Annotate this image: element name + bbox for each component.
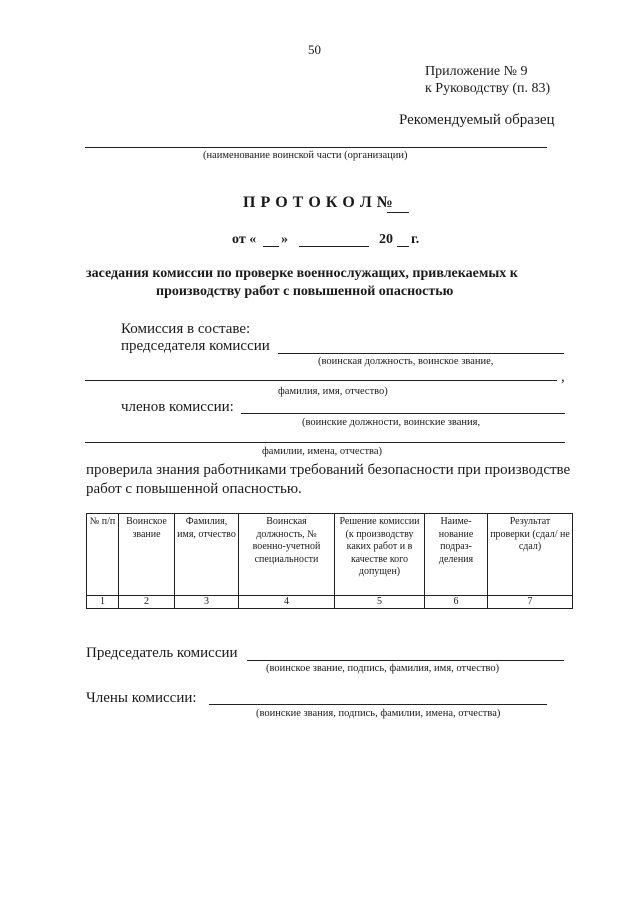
column-number-cell: 6 xyxy=(425,596,488,609)
members-names-hint: фамилии, имена, отчества) xyxy=(262,446,383,457)
appendix-reference: к Руководству (п. 83) xyxy=(425,81,551,96)
members-names-line xyxy=(85,442,565,443)
signature-chairman-label: Председатель комиссии xyxy=(86,645,238,661)
column-number-cell: 7 xyxy=(488,596,573,609)
column-number-cell: 1 xyxy=(87,596,119,609)
recommended-sample-label: Рекомендуемый образец xyxy=(399,112,555,128)
chairman-line xyxy=(278,353,564,354)
date-month-line xyxy=(299,246,369,247)
column-number-cell: 4 xyxy=(239,596,335,609)
chairman-label: председателя комиссии xyxy=(121,338,270,354)
protocol-number-line xyxy=(387,212,409,213)
header-cell-decision: Решение комиссии (к производству каких работ и в качестве кого допущен) xyxy=(335,514,425,596)
date-day-line xyxy=(263,246,279,247)
appendix-number: Приложение № 9 xyxy=(425,64,528,79)
checked-text-line-2: работ с повышенной опасностью. xyxy=(86,481,302,497)
header-cell-rank: Воинское звание xyxy=(119,514,175,596)
chairman-hint: (воинская должность, воинское звание, xyxy=(318,356,494,367)
page-number: 50 xyxy=(308,42,321,57)
chairman-name-line xyxy=(85,380,557,381)
chairman-name-comma: , xyxy=(561,369,565,385)
commission-intro: Комиссия в составе: xyxy=(121,321,251,337)
checked-text-line-1: проверила знания работниками требований безопасности при производстве xyxy=(86,462,571,478)
date-prefix: от « xyxy=(232,232,257,247)
members-hint: (воинские должности, воинские звания, xyxy=(302,417,481,428)
signature-members-line xyxy=(209,704,547,705)
signature-members-label: Члены комиссии: xyxy=(86,690,197,706)
protocol-title: П Р О Т О К О Л № xyxy=(243,194,394,211)
org-name-hint: (наименование воинской части (организации) xyxy=(203,150,408,161)
column-number-cell: 2 xyxy=(119,596,175,609)
date-year-prefix: 20 xyxy=(379,232,393,247)
signature-members-hint: (воинские звания, подпись, фамилии, имена, отчества) xyxy=(256,708,501,719)
results-table xyxy=(86,513,573,609)
header-cell-position: Воинская должность, № военно-учетной специальности xyxy=(239,514,335,596)
header-cell-result: Результат проверки (сдал/ не сдал) xyxy=(488,514,573,596)
date-year-suffix: г. xyxy=(411,232,420,247)
date-year-line xyxy=(397,246,409,247)
signature-chairman-line xyxy=(247,660,564,661)
date-quote-close: » xyxy=(281,232,288,247)
org-name-line xyxy=(85,147,547,148)
column-number-cell: 3 xyxy=(175,596,239,609)
table-number-row xyxy=(87,596,573,609)
subject-line-2: производству работ с повышенной опасностью xyxy=(156,284,454,299)
header-cell-unit: Наиме-нование подраз-деления xyxy=(425,514,488,596)
members-line xyxy=(241,413,565,414)
table-header-row xyxy=(87,514,573,596)
subject-line-1: заседания комиссии по проверке военнослужащих, привлекаемых к xyxy=(86,266,518,281)
column-number-cell: 5 xyxy=(335,596,425,609)
header-cell-full-name: Фамилия, имя, отчество xyxy=(175,514,239,596)
signature-chairman-hint: (воинское звание, подпись, фамилия, имя, отчество) xyxy=(266,663,500,674)
header-cell-number: № п/п xyxy=(87,514,119,596)
chairman-name-hint: фамилия, имя, отчество) xyxy=(278,386,388,397)
members-label: членов комиссии: xyxy=(121,399,234,415)
